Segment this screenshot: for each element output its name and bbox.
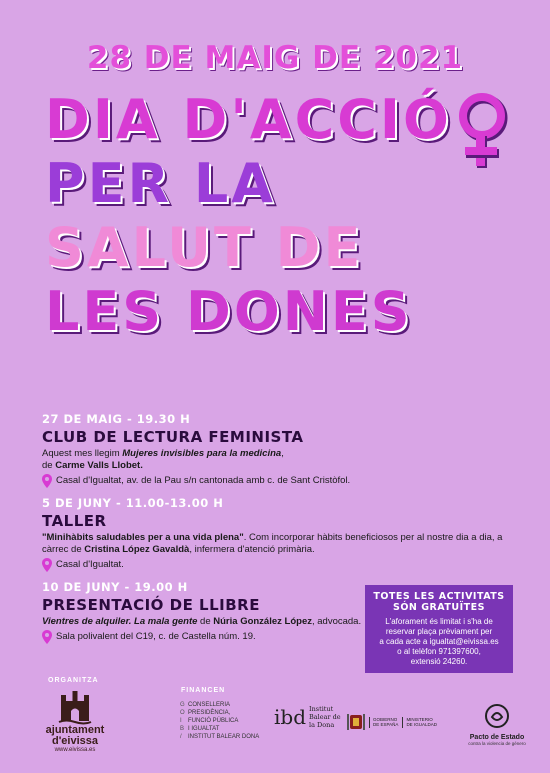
free-box-title-line: SÓN GRATUÏTES [393, 602, 485, 613]
desc-text: de [197, 616, 214, 627]
goib-mark: / [180, 734, 182, 740]
financen-label: FINANCEN [181, 687, 226, 694]
ministerio-text-line: MINISTERIO [406, 716, 433, 722]
coat-of-arms-icon [347, 712, 365, 732]
free-box-text-line: a cada acte a igualtat@eivissa.es [379, 637, 499, 646]
free-box-text-line: L'aforament és limitat i s'ha de [385, 617, 493, 626]
ajuntament-name-line: ajuntament [45, 724, 105, 736]
event-book-club [42, 412, 512, 488]
ibd-text-line: Balear de [309, 713, 341, 721]
conselleria-line [180, 733, 259, 741]
event-description [42, 448, 512, 472]
location-text: Casal d'Igualtat. [56, 559, 124, 570]
gobierno-text-line: GOBIERNO [373, 716, 398, 722]
pacto-estado-logo [462, 703, 532, 746]
workshop-title: "Minihàbits saludables per a una vida plena" [42, 532, 244, 543]
goib-mark: O [180, 710, 185, 716]
free-box-title [365, 591, 513, 613]
conselleria-text: FUNCIÓ PÚBLICA [188, 718, 239, 724]
ibd-text [309, 705, 341, 729]
desc-text: . Com incorporar hàbits beneficiosos per al nostre dia a dia, a càrrec de [42, 532, 503, 555]
event-date: 10 DE JUNY - 19.00 H [42, 580, 188, 594]
gobierno-text-line: DE ESPAÑA [373, 722, 399, 727]
event-title: CLUB DE LECTURA FEMINISTA [42, 428, 304, 446]
event-title: TALLER [42, 512, 107, 530]
ajuntament-name [44, 725, 106, 747]
pacto-name: Pacto de Estado [469, 734, 525, 741]
ajuntament-eivissa-logo [44, 691, 106, 753]
conselleria-line [180, 709, 259, 717]
headline [45, 88, 515, 344]
ibd-text-line: Institut [309, 705, 334, 713]
conselleria-line [180, 725, 259, 733]
event-location [42, 474, 512, 488]
pacto-symbol-icon [484, 703, 510, 729]
gobierno-espana-logo [347, 712, 437, 732]
desc-text: de [42, 460, 56, 471]
desc-text: Aquest mes llegim [42, 448, 123, 459]
free-box-text-line: o al telèfon 971397600, [397, 647, 481, 656]
event-date: 27 DE MAIG - 19.30 H [42, 412, 191, 426]
gobierno-text [369, 717, 398, 728]
desc-text: , advocada. [311, 616, 362, 627]
location-pin-icon [42, 630, 52, 644]
ministerio-text [402, 717, 437, 728]
location-pin-icon [42, 558, 52, 572]
conselleria-text: I IGUALTAT [188, 726, 220, 732]
free-box-text-line: reservar plaça prèviament per [385, 627, 493, 636]
free-box-title-line: TOTES LES ACTIVITATS [373, 591, 505, 602]
conselleria-line [180, 701, 259, 709]
ajuntament-name-line: d'eivissa [51, 735, 99, 747]
conselleria-logo [180, 701, 259, 741]
conselleria-line [180, 717, 259, 725]
location-text: Sala polivalent del C19, c. de Castella núm. 19. [56, 631, 256, 642]
desc-text: , infermera d'atenció primària. [189, 544, 315, 555]
event-title: PRESENTACIÓ DE LLIBRE [42, 596, 260, 614]
goib-mark: B [180, 726, 185, 732]
desc-text: , [281, 448, 284, 459]
event-date: 5 DE JUNY - 11.00-13.00 H [42, 496, 224, 510]
ajuntament-website: www.eivissa.es [54, 747, 96, 753]
headline-line-3: SALUT DE [45, 216, 364, 279]
conselleria-text: PRESIDÈNCIA, [188, 710, 231, 716]
location-pin-icon [42, 474, 52, 488]
book-title: Vientres de alquiler. La mala gente [42, 616, 198, 627]
ibd-text-line: la Dona [309, 721, 335, 729]
headline-line-4: LES DONES [45, 280, 413, 343]
conselleria-text: INSTITUT BALEAR DONA [188, 734, 260, 740]
headline-line-1: DIA D'ACCIÓ [45, 88, 452, 151]
goib-mark: G [180, 702, 185, 708]
free-box-text [365, 617, 513, 667]
event-location [42, 558, 512, 572]
footer-logos [0, 675, 550, 773]
author-name: Núria González López [213, 616, 312, 627]
conselleria-text: CONSELLERIA [188, 702, 231, 708]
date-heading: 28 DE MAIG DE 2021 [86, 40, 464, 76]
ibd-mark: ibd [274, 705, 307, 729]
location-text: Casal d'Igualtat, av. de la Pau s/n cantonada amb c. de Sant Cristòfol. [56, 475, 351, 486]
organitza-label: ORGANITZA [48, 677, 99, 684]
event-workshop [42, 496, 512, 572]
goib-mark: I [180, 718, 182, 724]
author-name: Carme Valls Llobet. [55, 460, 143, 471]
castle-icon [57, 691, 93, 725]
institut-balear-dona-logo [274, 705, 341, 729]
headline-line-2: PER LA [45, 152, 277, 215]
ministerio-text-line: DE IGUALDAD [406, 722, 437, 727]
venus-symbol-icon [455, 92, 513, 172]
pacto-subtitle: contra la violencia de género [468, 741, 526, 746]
speaker-name: Cristina López Gavaldà [84, 544, 190, 555]
free-box-text-line: extensió 24260. [410, 657, 468, 666]
event-description [42, 532, 512, 556]
free-activities-box [365, 585, 513, 673]
book-title: Mujeres invisibles para la medicina [122, 448, 282, 459]
